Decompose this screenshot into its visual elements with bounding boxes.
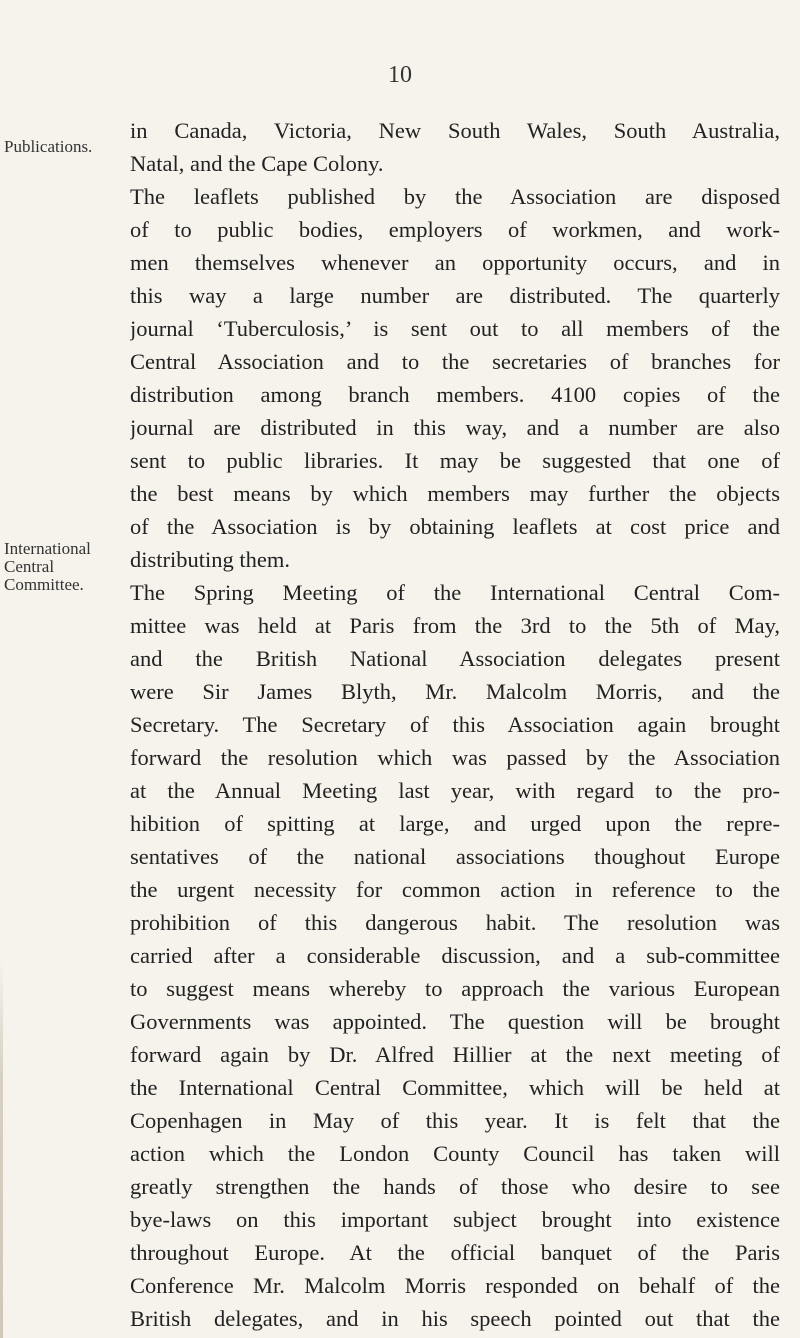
text-line: hibition of spitting at large, and urged upon the repre- <box>130 811 780 836</box>
text-line: of the Association is by obtaining leaflets at cost price and <box>130 514 780 539</box>
margin-note-publications <box>4 138 124 156</box>
text-line: bye-laws on this important subject brought into existence <box>130 1207 780 1232</box>
text-line: and the British National Association delegates present <box>130 646 780 671</box>
page-number: 10 <box>388 62 412 88</box>
margin-note-line: International <box>4 539 91 558</box>
text-line: carried after a considerable discussion, and a sub-committee <box>130 943 780 968</box>
text-line: mittee was held at Paris from the 3rd to the 5th of May, <box>130 613 780 638</box>
text-line: sentatives of the national associations thoughout Europe <box>130 844 780 869</box>
text-line: Conference Mr. Malcolm Morris responded on behalf of the <box>130 1273 780 1298</box>
page-binding-edge <box>0 960 3 1338</box>
text-line: greatly strengthen the hands of those who desire to see <box>130 1174 780 1199</box>
paragraph-intro <box>130 114 780 180</box>
text-line: distributing them. <box>130 547 290 572</box>
text-line: in Canada, Victoria, New South Wales, South Australia, <box>130 118 780 143</box>
text-line: the urgent necessity for common action in reference to the <box>130 877 780 902</box>
margin-note-line: Committee. <box>4 575 84 594</box>
text-line: were Sir James Blyth, Mr. Malcolm Morris, and the <box>130 679 780 704</box>
margin-note-line: Central <box>4 557 55 576</box>
body-text <box>130 114 780 1335</box>
text-line: forward the resolution which was passed by the Association <box>130 745 780 770</box>
text-line: Central Association and to the secretaries of branches for <box>130 349 780 374</box>
text-line: The Spring Meeting of the International Central Com- <box>130 580 780 605</box>
text-line: prohibition of this dangerous habit. The resolution was <box>130 910 780 935</box>
text-line: The leaflets published by the Association are disposed <box>130 184 780 209</box>
text-line: the best means by which members may further the objects <box>130 481 780 506</box>
text-line: Governments was appointed. The question will be brought <box>130 1009 780 1034</box>
text-line: Copenhagen in May of this year. It is felt that the <box>130 1108 780 1133</box>
text-line: men themselves whenever an opportunity occurs, and in <box>130 250 780 275</box>
paragraph-international-central-committee <box>130 576 780 1335</box>
text-line: journal ‘Tuberculosis,’ is sent out to all members of the <box>130 316 780 341</box>
text-line: of to public bodies, employers of workmen, and work- <box>130 217 780 242</box>
text-line: forward again by Dr. Alfred Hillier at the next meeting of <box>130 1042 780 1067</box>
margin-note-international-central-committee <box>4 540 124 594</box>
margin-note-line: Publications. <box>4 137 93 156</box>
text-line: sent to public libraries. It may be suggested that one of <box>130 448 780 473</box>
paragraph-publications <box>130 180 780 576</box>
text-line: journal are distributed in this way, and a number are also <box>130 415 780 440</box>
text-line: Secretary. The Secretary of this Association again brought <box>130 712 780 737</box>
text-line: throughout Europe. At the official banquet of the Paris <box>130 1240 780 1265</box>
text-line: British delegates, and in his speech pointed out that the <box>130 1306 780 1331</box>
text-line: Natal, and the Cape Colony. <box>130 151 384 176</box>
text-line: action which the London County Council has taken will <box>130 1141 780 1166</box>
text-line: distribution among branch members. 4100 copies of the <box>130 382 780 407</box>
text-line: this way a large number are distributed. The quarterly <box>130 283 780 308</box>
text-line: the International Central Committee, which will be held at <box>130 1075 780 1100</box>
text-line: to suggest means whereby to approach the various European <box>130 976 780 1001</box>
text-line: at the Annual Meeting last year, with regard to the pro- <box>130 778 780 803</box>
